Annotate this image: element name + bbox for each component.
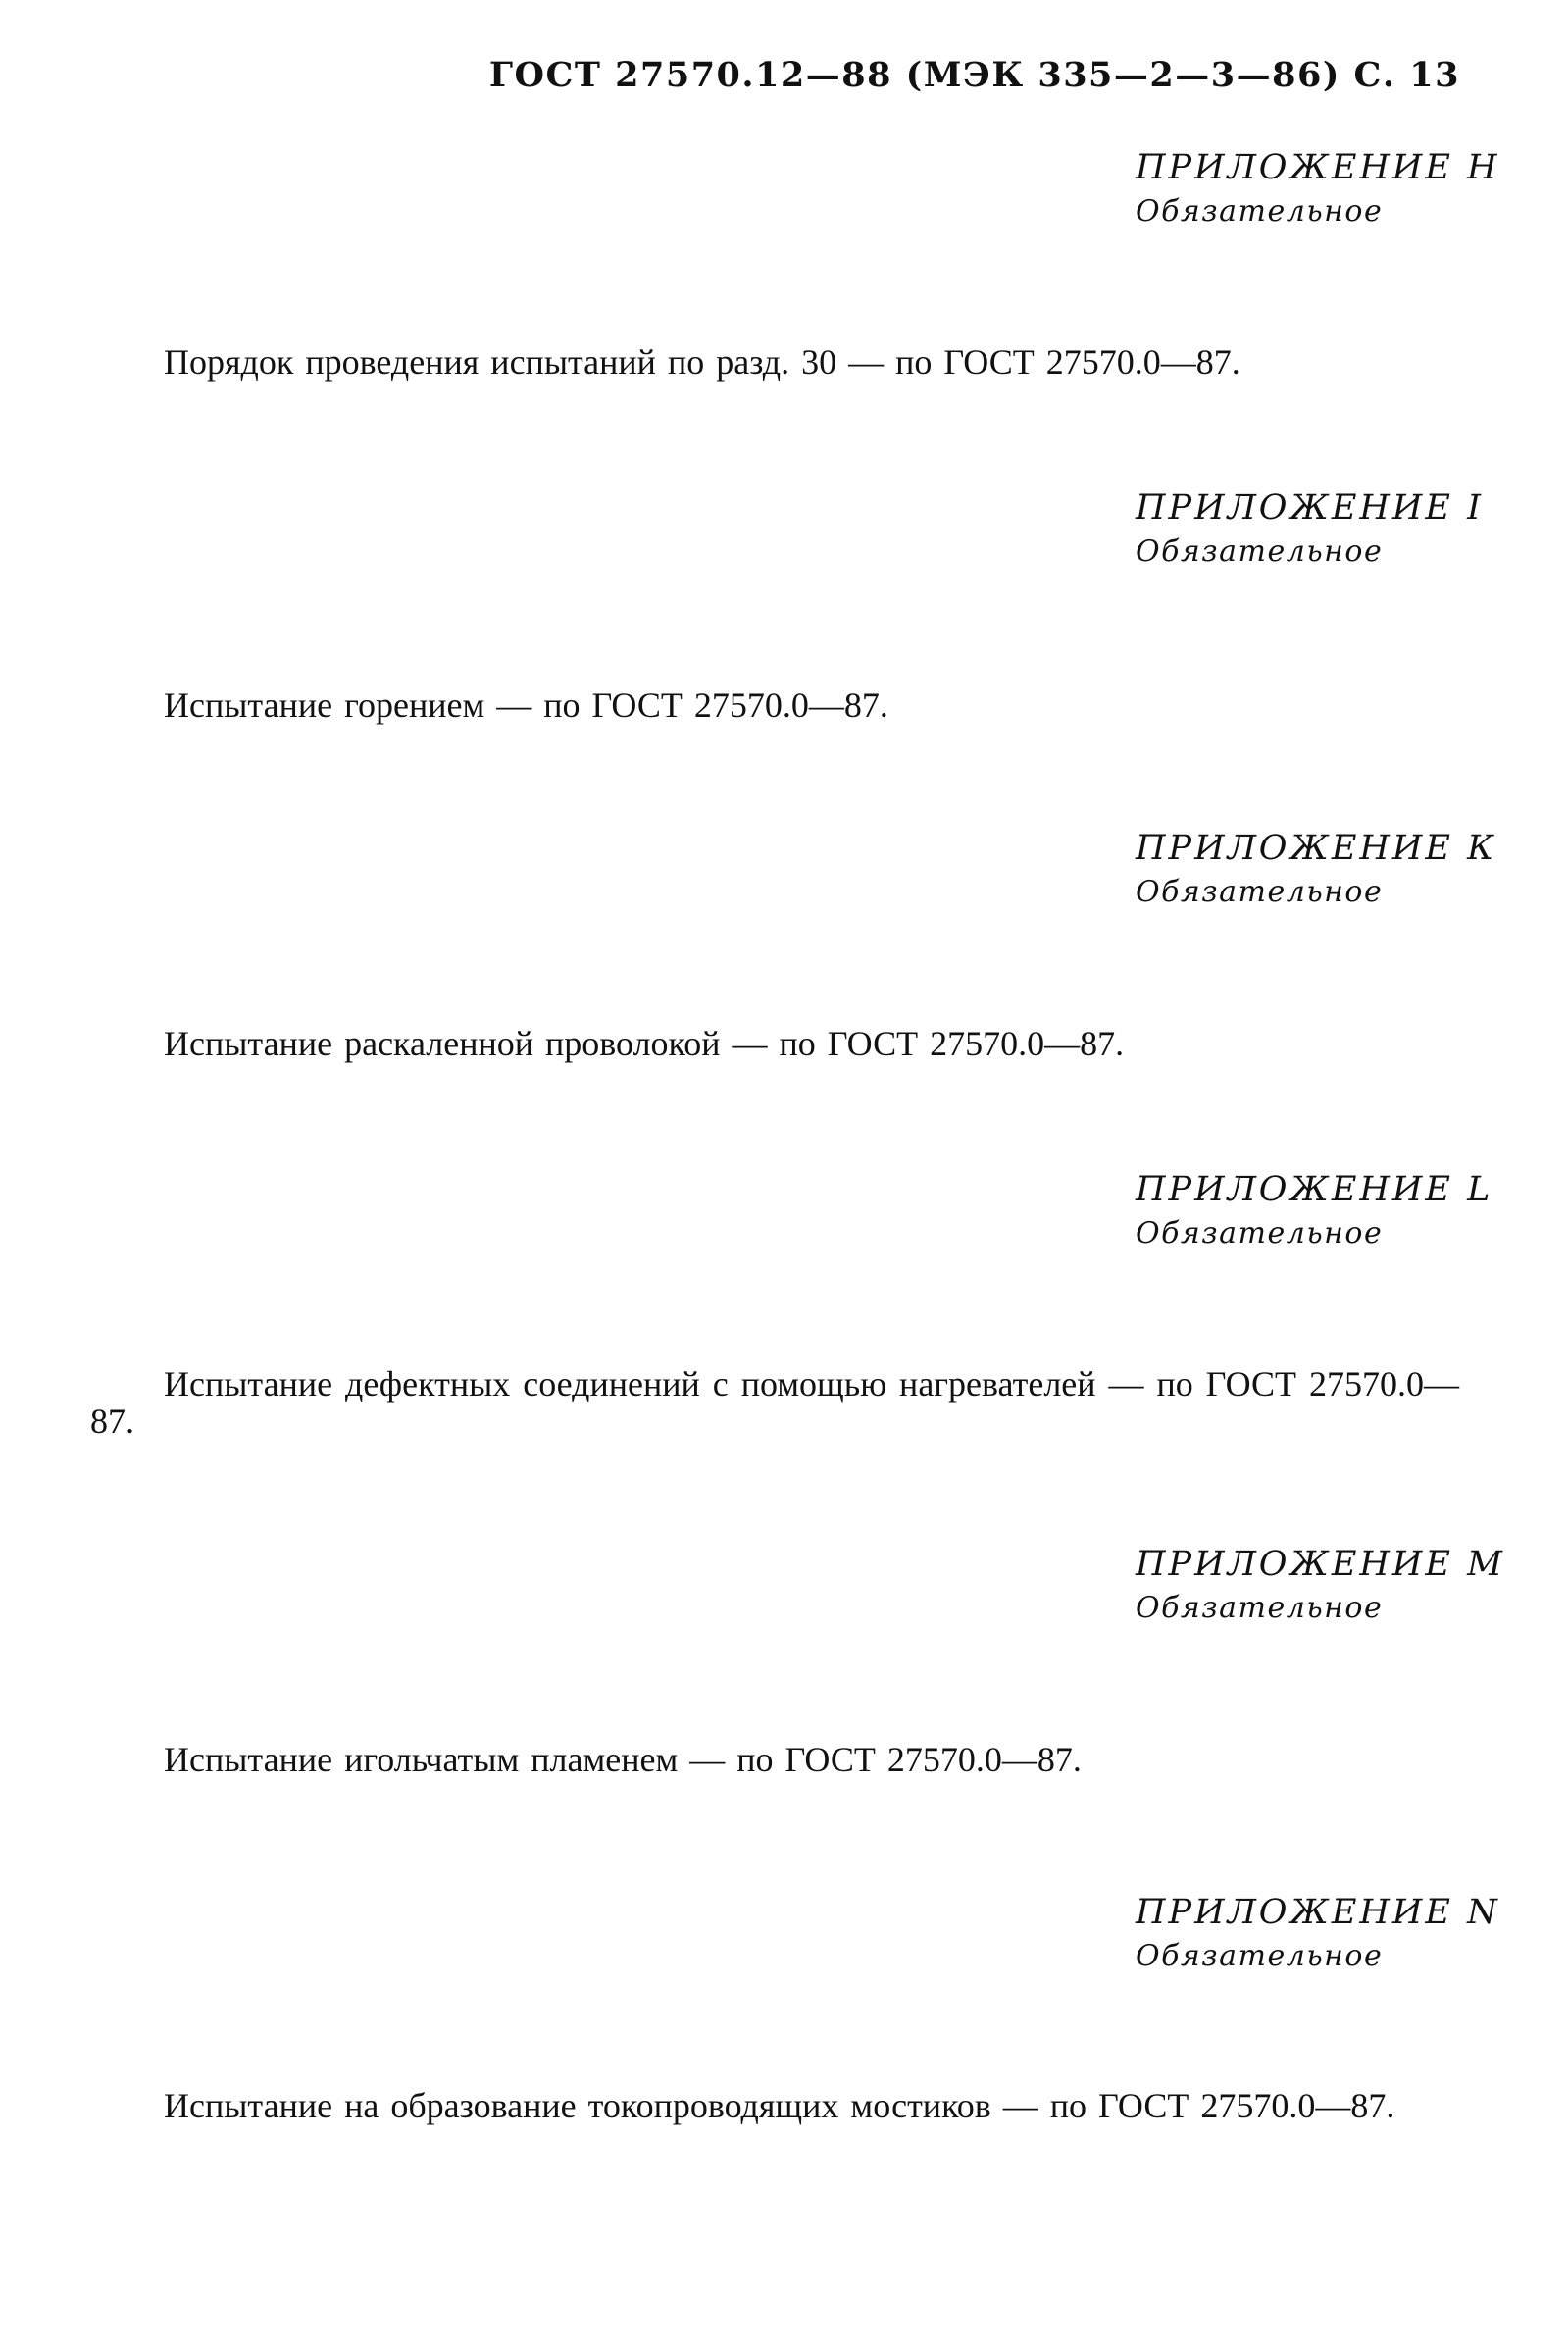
appendix-title: ПРИЛОЖЕНИЕ М <box>1136 1545 1505 1584</box>
appendix-title: ПРИЛОЖЕНИЕ N <box>1136 1893 1500 1932</box>
appendix-status: Обязательное <box>1136 1591 1384 1625</box>
appendix-text-l: Испытание дефектных соединений с помощью нагревателей — по ГОСТ 27570.0—87. <box>90 1364 1459 1441</box>
appendix-title: ПРИЛОЖЕНИЕ I <box>1136 488 1484 528</box>
appendix-status: Обязательное <box>1136 1939 1384 1973</box>
appendix-title: ПРИЛОЖЕНИЕ К <box>1136 829 1497 868</box>
appendix-heading-m <box>1136 1542 1505 1628</box>
running-header: ГОСТ 27570.12—88 (МЭК 335—2—3—86) С. 13 <box>488 55 1460 95</box>
appendix-status: Обязательное <box>1136 1216 1384 1250</box>
appendix-heading-l <box>1136 1167 1492 1253</box>
appendix-text-h: Порядок проведения испытаний по разд. 30 — по ГОСТ 27570.0—87. <box>164 342 1240 382</box>
appendix-text-m: Испытание игольчатым пламенем — по ГОСТ 27570.0—87. <box>164 1740 1082 1779</box>
appendix-heading-i <box>1136 485 1484 572</box>
appendix-text-k: Испытание раскаленной проволокой — по ГОСТ 27570.0—87. <box>164 1024 1125 1063</box>
appendix-status: Обязательное <box>1136 194 1384 229</box>
appendix-text-i: Испытание горением — по ГОСТ 27570.0—87. <box>164 686 888 725</box>
appendix-status: Обязательное <box>1136 535 1384 569</box>
appendix-heading-h <box>1136 145 1500 231</box>
appendix-heading-k <box>1136 826 1496 912</box>
appendix-title: ПРИЛОЖЕНИЕ L <box>1136 1170 1493 1209</box>
appendix-title: ПРИЛОЖЕНИЕ Н <box>1136 148 1500 187</box>
appendix-heading-n <box>1136 1890 1500 1976</box>
appendix-text-n: Испытание на образование токопроводящих мостиков — по ГОСТ 27570.0—87. <box>164 2086 1395 2125</box>
appendix-status: Обязательное <box>1136 875 1384 909</box>
